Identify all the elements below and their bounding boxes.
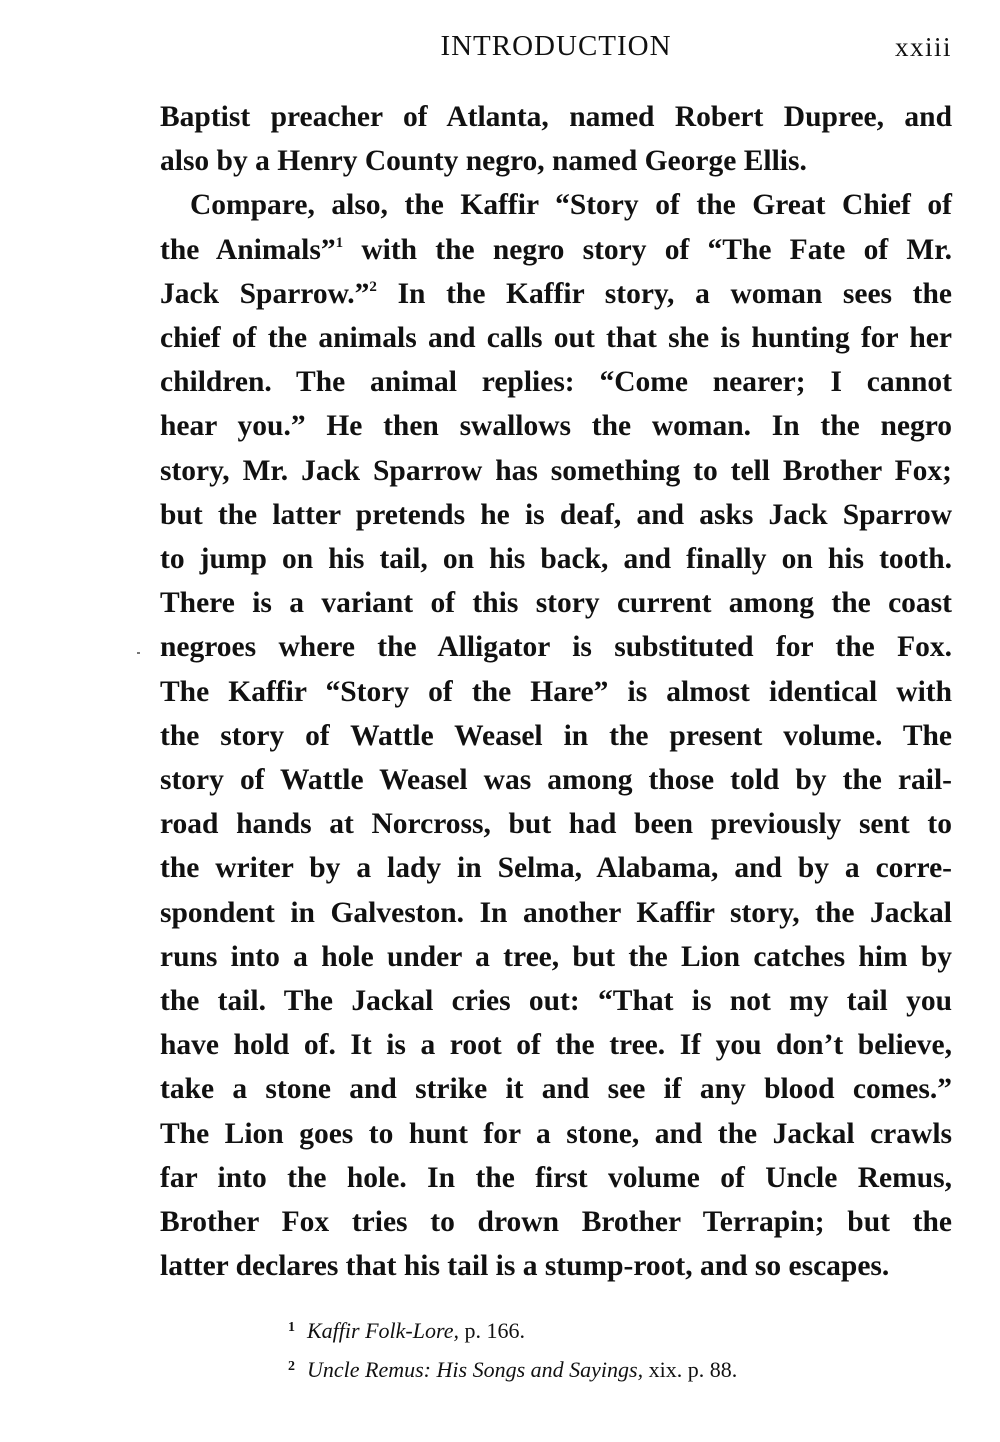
running-head — [160, 30, 952, 70]
footnote-mark: 2 — [288, 1359, 295, 1374]
footnote-text: xix. p. 88. — [648, 1357, 738, 1382]
text-line: Baptist preacher of Atlanta, named Robert Dupree, and — [160, 101, 952, 133]
text-line-with-ref — [160, 272, 952, 316]
text-line: Compare, also, the Kaffir “Story of the Great Chief of — [190, 189, 952, 222]
text-line: The Lion goes to hunt for a stone, and the Jackal crawls — [160, 1117, 952, 1150]
text-line: chief of the animals and calls out that she is hunting for her — [160, 322, 952, 355]
text-line: to jump on his tail, on his back, and finally on his tooth. — [160, 543, 952, 576]
text-segment: the Animals” — [160, 233, 336, 266]
text-line: runs into a hole under a tree, but the Lion catches him by — [160, 940, 952, 973]
footnote — [288, 1349, 888, 1388]
text-segment: with the negro story of “The Fate of Mr. — [361, 233, 952, 266]
text-line: but the latter pretends he is deaf, and asks Jack Sparrow — [160, 498, 952, 531]
text-line: negroes where the Alligator is substituted for the Fox. — [160, 631, 952, 664]
text-line: children. The animal replies: “Come nearer; I cannot — [160, 366, 952, 399]
footnote-title: Uncle Remus: His Songs and Sayings, — [307, 1357, 644, 1382]
footnote-mark: 1 — [288, 1320, 295, 1335]
scan-speck — [137, 652, 140, 654]
text-line: latter declares that his tail is a stump-root, and so escapes. — [160, 1250, 890, 1283]
footnote-ref: 2 — [369, 278, 377, 295]
text-line-with-ref — [160, 228, 952, 272]
text-line: The Kaffir “Story of the Hare” is almost identical with — [160, 675, 952, 708]
text-line: story of Wattle Weasel was among those told by the rail- — [160, 764, 952, 797]
footnote-title: Kaffir Folk-Lore, — [307, 1318, 459, 1343]
text-line: far into the hole. In the first volume of Uncle Remus, — [160, 1161, 952, 1194]
page-number: xxiii — [894, 32, 952, 62]
text-line: There is a variant of this story current among the coast — [160, 587, 952, 620]
text-line: Brother Fox tries to drown Brother Terrapin; but the — [160, 1206, 952, 1239]
footnote-ref: 1 — [335, 234, 344, 251]
text-line: the tail. The Jackal cries out: “That is not my tail you — [160, 985, 952, 1018]
text-line: story, Mr. Jack Sparrow has something to tell Brother Fox; — [160, 454, 952, 487]
page-title: INTRODUCTION — [440, 30, 672, 62]
body-text — [160, 95, 952, 1288]
footnotes — [288, 1310, 888, 1388]
footnote — [288, 1310, 888, 1349]
text-line: hear you.” He then swallows the woman. In the negro — [160, 410, 952, 443]
text-line: take a stone and strike it and see if any blood comes.” — [160, 1073, 952, 1106]
footnote-text: p. 166. — [464, 1318, 525, 1343]
text-line: spondent in Galveston. In another Kaffir story, the Jackal — [160, 896, 952, 929]
text-line: the story of Wattle Weasel in the present volume. The — [160, 719, 952, 752]
text-line: also by a Henry County negro, named George Ellis. — [160, 145, 807, 178]
text-line: road hands at Norcross, but had been previously sent to — [160, 808, 952, 841]
text-segment: In the Kaffir story, a woman sees the — [397, 277, 952, 310]
text-line: the writer by a lady in Selma, Alabama, and by a corre- — [160, 852, 952, 885]
text-segment: Jack Sparrow.” — [160, 277, 370, 310]
text-line: have hold of. It is a root of the tree. If you don’t believe, — [160, 1029, 952, 1062]
